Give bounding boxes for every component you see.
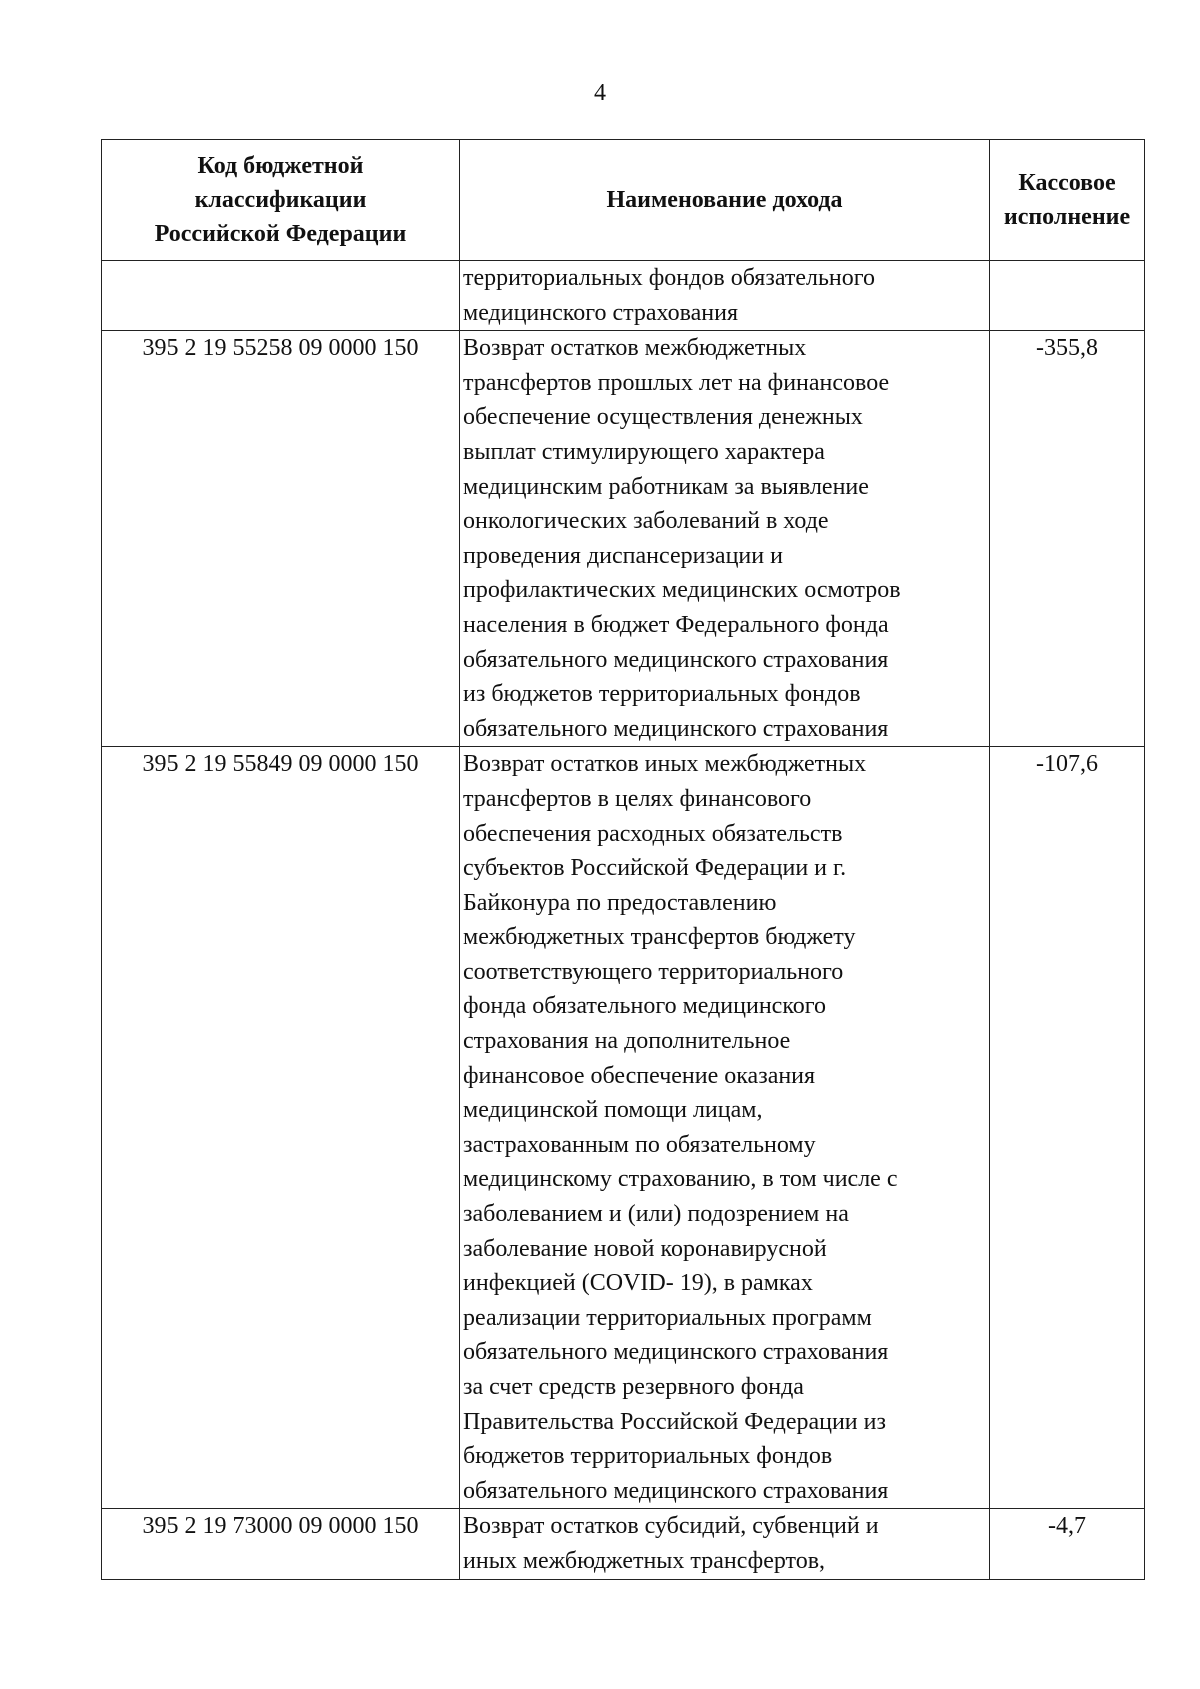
header-value-line: Кассовое <box>1018 170 1116 196</box>
income-name-line: трансфертов прошлых лет на финансовое <box>463 369 890 396</box>
income-name-line: обязательного медицинского страхования <box>463 646 889 673</box>
income-name-line: бюджетов территориальных фондов <box>463 1443 833 1470</box>
income-name-cell <box>460 1509 990 1579</box>
income-table <box>101 139 1145 1580</box>
income-name-line: страхования на дополнительное <box>463 1028 791 1055</box>
income-name-line: межбюджетных трансфертов бюджету <box>463 924 856 951</box>
income-name-line: субъектов Российской Федерации и г. <box>463 855 847 882</box>
income-name-line: заболеванием и (или) подозрением на <box>463 1201 849 1228</box>
budget-code-cell: 395 2 19 55849 09 0000 150 <box>102 747 460 1509</box>
income-name-line: Возврат остатков межбюджетных <box>463 335 807 362</box>
income-name-line: онкологических заболеваний в ходе <box>463 508 829 535</box>
income-name-line: за счет средств резервного фонда <box>463 1374 804 1400</box>
budget-code-cell <box>102 261 460 331</box>
table-row <box>102 261 1145 331</box>
table-row <box>102 747 1145 1509</box>
header-name-line: Наименование дохода <box>606 187 843 213</box>
income-name-line: населения в бюджет Федерального фонда <box>463 611 889 638</box>
income-name-line: реализации территориальных программ <box>463 1304 872 1331</box>
income-name-line: трансфертов в целях финансового <box>463 785 812 812</box>
budget-code-cell: 395 2 19 55258 09 0000 150 <box>102 331 460 747</box>
income-name-line: соответствующего территориального <box>463 958 844 985</box>
income-name-line: обязательного медицинского страхования <box>463 715 889 742</box>
income-name-line: проведения диспансеризации и <box>463 542 783 569</box>
income-name-line: обеспечения расходных обязательств <box>463 820 843 847</box>
page-number: 4 <box>594 80 606 106</box>
income-name-line: медицинскому страхованию, в том числе с <box>463 1166 898 1193</box>
income-name-line: медицинским работникам за выявление <box>463 473 869 500</box>
budget-code-cell: 395 2 19 73000 09 0000 150 <box>102 1509 460 1579</box>
header-code-line: классификации <box>194 187 367 213</box>
header-name <box>460 140 990 261</box>
income-name-line: обеспечение осуществления денежных <box>463 404 863 431</box>
income-name-line: Возврат остатков иных межбюджетных <box>463 751 867 778</box>
cash-execution-cell: -355,8 <box>990 331 1145 747</box>
income-name-line: иных межбюджетных трансфертов, <box>463 1547 826 1574</box>
table-row <box>102 1509 1145 1579</box>
income-name-line: Байконура по предоставлению <box>463 889 777 916</box>
income-name-line: территориальных фондов обязательного <box>463 265 876 291</box>
income-name-cell <box>460 331 990 747</box>
header-value <box>990 140 1145 261</box>
table-header-row <box>102 140 1145 261</box>
cash-execution-cell <box>990 261 1145 331</box>
income-name-cell <box>460 261 990 331</box>
income-name-line: инфекцией (COVID- 19), в рамках <box>463 1270 813 1297</box>
income-name-line: Возврат остатков субсидий, субвенций и <box>463 1513 879 1540</box>
header-code <box>102 140 460 261</box>
income-name-line: финансовое обеспечение оказания <box>463 1062 816 1089</box>
income-name-line: застрахованным по обязательному <box>463 1131 816 1158</box>
header-value-line: исполнение <box>1003 204 1131 230</box>
income-name-line: медицинского страхования <box>463 299 739 326</box>
income-name-line: обязательного медицинского страхования <box>463 1339 889 1366</box>
table-row <box>102 331 1145 747</box>
cash-execution-cell: -4,7 <box>990 1509 1145 1579</box>
header-code-line: Код бюджетной <box>197 153 364 179</box>
income-name-cell <box>460 747 990 1509</box>
header-code-line: Российской Федерации <box>154 221 407 247</box>
income-name-line: профилактических медицинских осмотров <box>463 577 901 604</box>
income-name-line: обязательного медицинского страхования <box>463 1477 889 1504</box>
income-name-line: фонда обязательного медицинского <box>463 993 827 1020</box>
cash-execution-cell: -107,6 <box>990 747 1145 1509</box>
income-name-line: из бюджетов территориальных фондов <box>463 681 861 708</box>
income-name-line: медицинской помощи лицам, <box>463 1097 763 1124</box>
income-name-line: Правительства Российской Федерации из <box>463 1408 886 1435</box>
income-name-line: выплат стимулирующего характера <box>463 438 825 465</box>
income-name-line: заболевание новой коронавирусной <box>463 1235 827 1262</box>
